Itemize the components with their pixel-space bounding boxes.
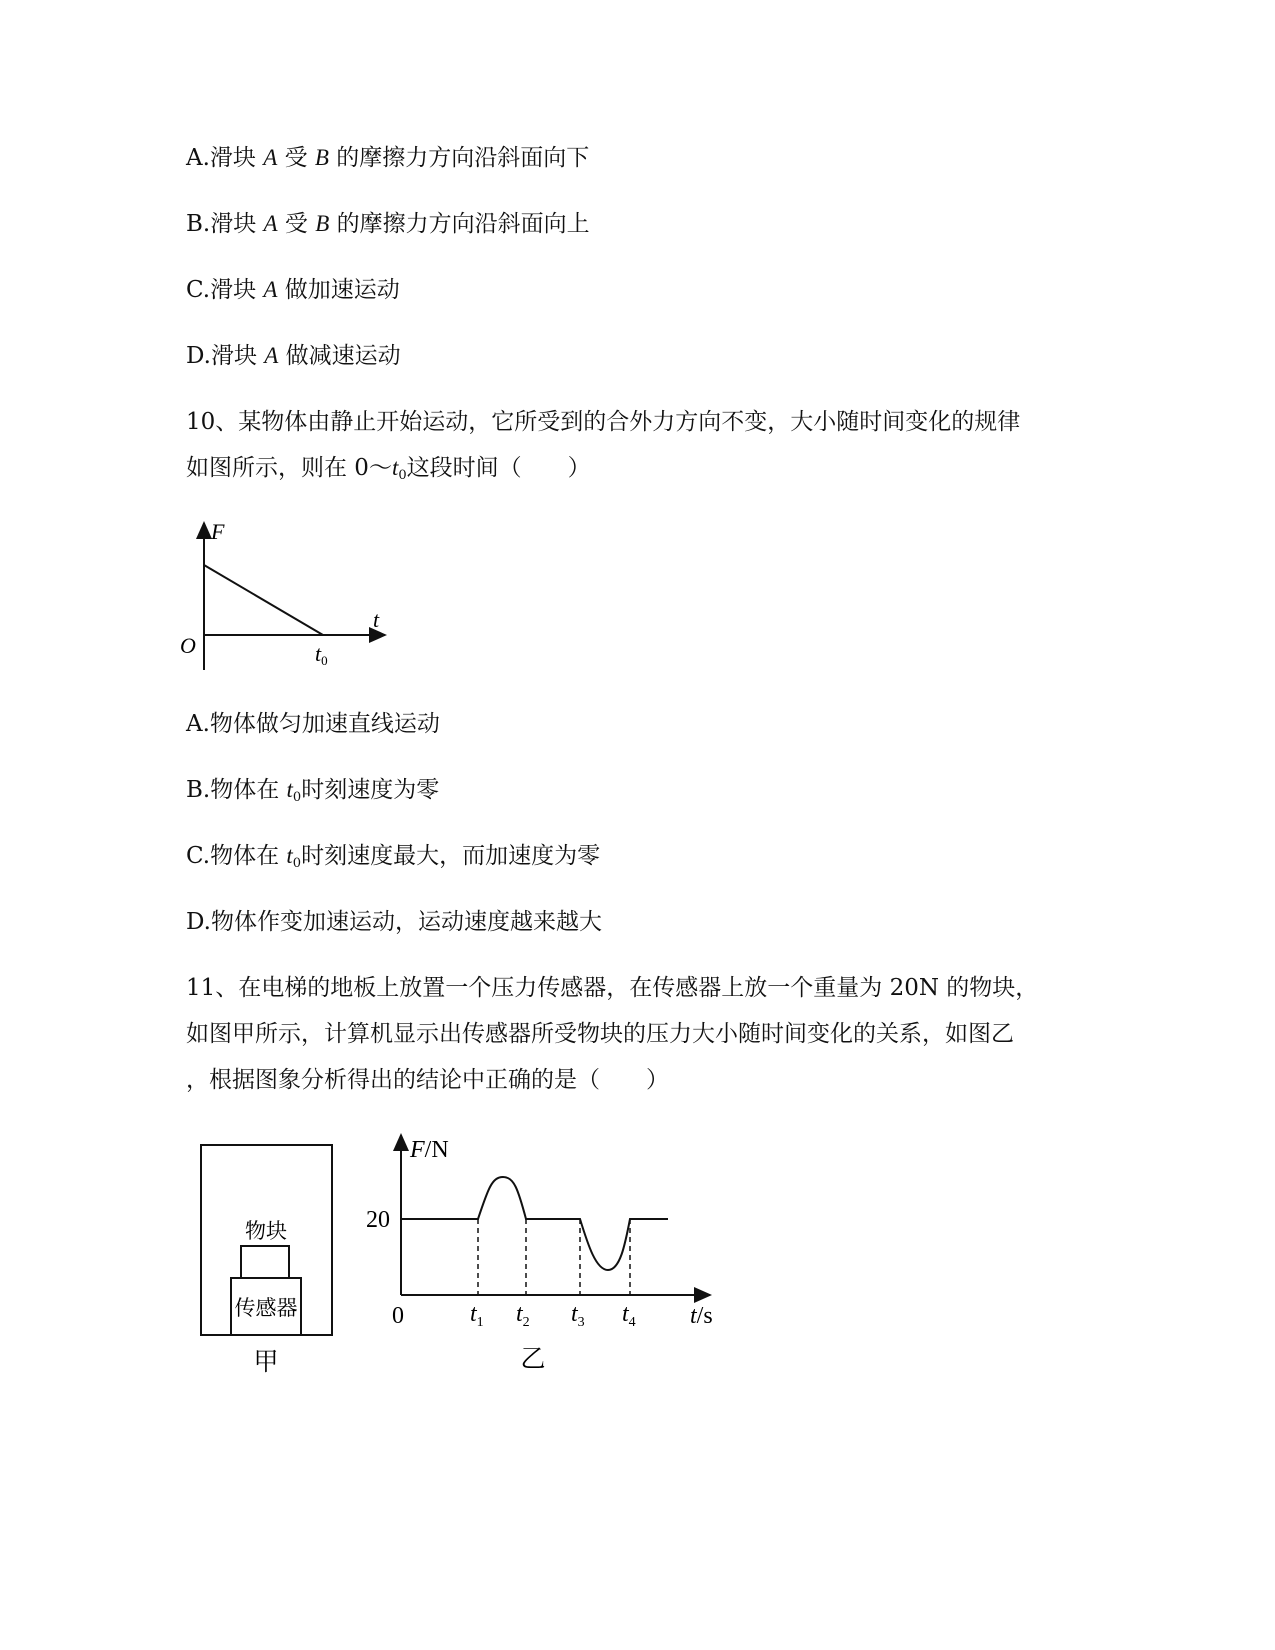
force-curve (401, 1177, 668, 1270)
q10-option-d: D.物体作变加速运动，运动速度越来越大 (186, 909, 602, 935)
caption-jia: 甲 (253, 1347, 279, 1376)
q9-option-b: B.滑块 A 受 B 的摩擦力方向沿斜面向上 (186, 211, 590, 237)
q9-option-c: C.滑块 A 做加速运动 (186, 277, 400, 303)
t1-label: $t_1$ (470, 1301, 484, 1330)
y-tick-20: 20 (366, 1207, 390, 1233)
q11-stem-line3: ，根据图象分析得出的结论中正确的是（ ） (186, 1067, 669, 1093)
q10-option-c: C.物体在 $t_0$时刻速度最大，而加速度为零 (186, 843, 601, 871)
q9-option-a: A.滑块 A 受 B 的摩擦力方向沿斜面向下 (186, 145, 590, 171)
q11-figure-jia (195, 1140, 345, 1380)
y-axis-label: F (211, 519, 225, 544)
force-line (204, 565, 323, 635)
q10-option-b: B.物体在 $t_0$时刻速度为零 (186, 777, 440, 805)
t4-label: $t_4$ (622, 1301, 636, 1330)
t2-label: $t_2$ (516, 1301, 530, 1330)
sensor-label: 传感器 (234, 1296, 298, 1320)
y-axis-label: F/N (410, 1137, 449, 1163)
q11-stem-line2: 如图甲所示，计算机显示出传感器所受物块的压力大小随时间变化的关系，如图乙 (186, 1021, 1014, 1047)
x-axis-label: t (373, 607, 380, 632)
origin-label: O (180, 633, 196, 658)
q10-stem-line1: 10、某物体由静止开始运动，它所受到的合外力方向不变，大小随时间变化的规律 (186, 409, 1021, 435)
x-axis-label: t/s (690, 1303, 713, 1329)
q10-option-a: A.物体做匀加速直线运动 (186, 711, 440, 737)
caption-yi: 乙 (520, 1344, 546, 1373)
q11-stem-line1: 11、在电梯的地板上放置一个压力传感器，在传感器上放一个重量为 20N 的物块， (186, 975, 1039, 1001)
block-rect (241, 1246, 289, 1278)
origin-label: 0 (392, 1303, 404, 1329)
q9-option-d: D.滑块 A 做减速运动 (186, 343, 401, 369)
q10-stem-line2: 如图所示，则在 $0\sim t_0$这段时间（ ） (186, 455, 591, 483)
block-label: 物块 (245, 1219, 287, 1243)
q11-figure-yi (360, 1125, 740, 1390)
t3-label: $t_3$ (571, 1301, 585, 1330)
q10-force-time-graph (175, 515, 405, 680)
t0-label: t0 (315, 641, 328, 668)
